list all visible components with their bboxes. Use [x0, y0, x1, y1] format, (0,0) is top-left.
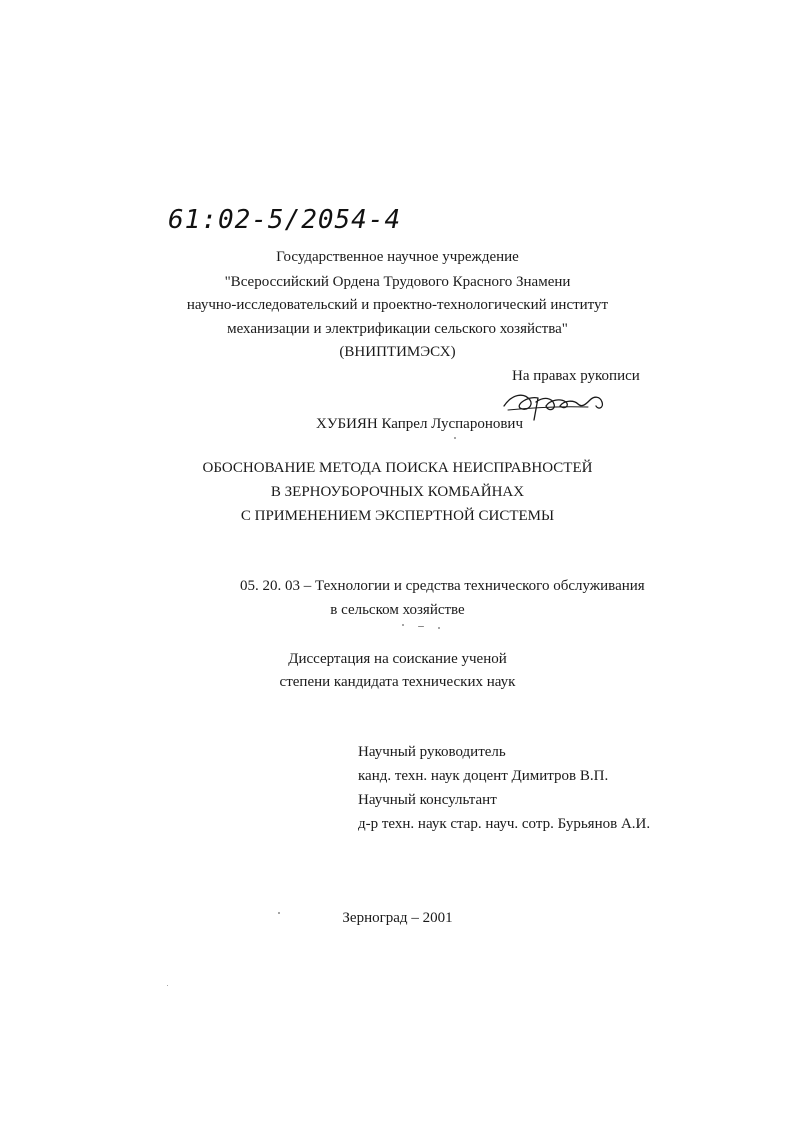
consultant-name: д-р техн. наук стар. науч. сотр. Бурьянов А.И.	[358, 816, 651, 832]
supervisor-label: Научный руководитель	[358, 744, 506, 760]
specialty-line-2: в сельском хозяйстве	[330, 602, 465, 618]
manuscript-rights: На правах рукописи	[512, 368, 640, 384]
title-line-2: В ЗЕРНОУБОРОЧНЫХ КОМБАЙНАХ	[270, 484, 525, 500]
dissertation-line-2: степени кандидата технических наук	[279, 674, 516, 690]
place-and-year: Зерноград – 2001	[342, 910, 453, 926]
supervisor-name: канд. техн. наук доцент Димитров В.П.	[358, 768, 609, 784]
scan-speck	[167, 985, 168, 986]
title-line-1: ОБОСНОВАНИЕ МЕТОДА ПОИСКА НЕИСПРАВНОСТЕЙ	[202, 460, 593, 476]
scan-speck	[418, 626, 424, 627]
archive-code: 61:02-5/2054-4	[168, 205, 402, 235]
institution-line-3: научно-исследовательский и проектно-технологический институт	[186, 297, 609, 313]
institution-line-2: "Всероссийский Ордена Трудового Красного Знамени	[224, 274, 571, 290]
scan-speck	[454, 437, 456, 439]
institution-line-4: механизации и электрификации сельского хозяйства"	[227, 321, 568, 337]
scan-speck	[438, 627, 440, 629]
institution-line-1: Государственное научное учреждение	[276, 249, 519, 265]
scan-speck	[402, 624, 404, 626]
scan-speck	[278, 912, 280, 914]
author-name: ХУБИЯН Капрел Луспаронович	[316, 416, 523, 432]
institution-abbreviation: (ВНИПТИМЭСХ)	[339, 344, 456, 360]
dissertation-line-1: Диссертация на соискание ученой	[288, 651, 507, 667]
consultant-label: Научный консультант	[358, 792, 497, 808]
title-line-3: С ПРИМЕНЕНИЕМ ЭКСПЕРТНОЙ СИСТЕМЫ	[240, 508, 555, 524]
specialty-line-1: 05. 20. 03 – Технологии и средства технического обслуживания	[240, 578, 645, 594]
